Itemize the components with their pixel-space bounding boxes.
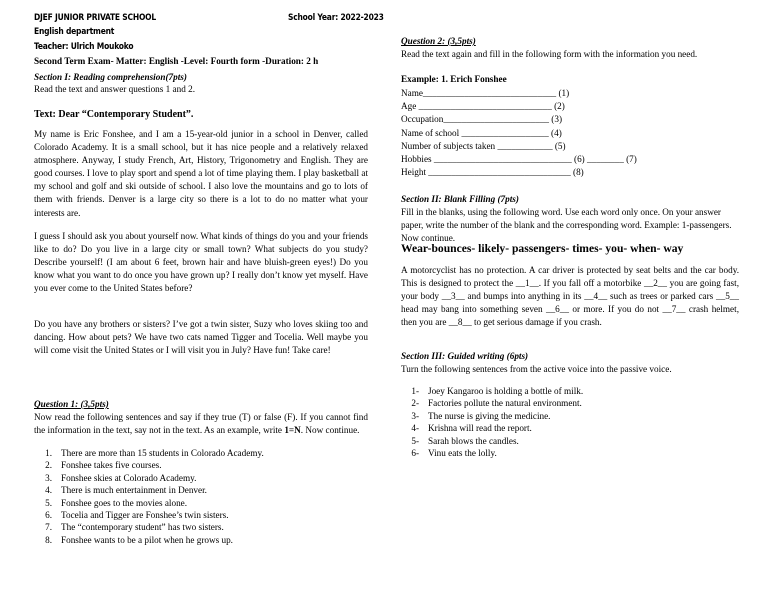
list-item: 5. Fonshee goes to the movies alone. xyxy=(45,497,188,508)
section2-passage: A motorcyclist has no protection. A car driver is protected by seat belts and the car body. This is designed to protect the __1__. If you fall off a motorbike __2__ you are going fast, your body __3__ and bumps into anything in its __4__ such as trees or parked cars __5__ head may bang into something seven __6__ or more. If you do not __7__ crash helmet, then you are __8__ to get serious damage if you crash. xyxy=(401,265,739,328)
section2-instruction: Fill in the blanks, using the following word. Use each word only once. On your answer paper, write the number of the blank and the corresponding word. Example: 1-passengers. Now continue. xyxy=(401,207,732,244)
question1-title: Question 1: (3,5pts) xyxy=(34,399,109,409)
exam-line: Second Term Exam- Matter: English -Level: Fourth form -Duration: 2 h xyxy=(34,56,319,66)
question2-instruction: Read the text again and fill in the following form with the information you need. xyxy=(401,49,698,59)
list-item: 7. The “contemporary student” has two sisters. xyxy=(45,522,224,533)
section1-instruction: Read the text and answer questions 1 and 2. xyxy=(34,84,195,94)
form-field-hobbies: Hobbies ______________________________ (6) ________ (7) xyxy=(401,154,637,165)
list-item: 8. Fonshee wants to be a pilot when he grows up. xyxy=(45,534,233,545)
list-item: 1. There are more than 15 students in Colorado Academy. xyxy=(45,448,264,458)
list-item: 3- The nurse is giving the medicine. xyxy=(411,410,551,421)
department: English department xyxy=(34,26,115,36)
question1-instruction: Now read the following sentences and say if they true (T) or false (F). If you cannot find the information in the text, say not in the text. As an example, write 1=N. Now continue. xyxy=(34,412,368,436)
list-item: 1- Joey Kangaroo is holding a bottle of milk. xyxy=(411,386,584,396)
form-field-school: Name of school ___________________ (4) xyxy=(401,127,562,138)
question2-example: Example: 1. Erich Fonshee xyxy=(401,74,507,84)
section1-title: Section I: Reading comprehension(7pts) xyxy=(34,72,187,82)
section3-instruction: Turn the following sentences from the active voice into the passive voice. xyxy=(401,364,672,374)
paragraph-1: My name is Eric Fonshee, and I am a 15-year-old junior in a school in Denver, called Colorado Academy. It is a small school, but it has nice people and a relatively relaxed atmosphere. Anyway, I study French, Art, History, Trigonometry and English. They are good courses. I love to play sport and spend a lot of time playing them. I play basketball at my school and golf and ski outside of school. I also love the mountains and go to lots of them with friends. Denver is a large city so there is a lot to do no matter what your interests are. xyxy=(34,129,368,218)
paragraph-3: Do you have any brothers or sisters? I’ve got a twin sister, Suzy who loves skiing too and dancing. How about pets? We have two cats named Tigger and Tocelia. Well maybe you will come visit the United States or I will visit you in July? Have fun! Take care! xyxy=(34,319,368,356)
list-item: 4. There is much entertainment in Denver. xyxy=(45,485,207,496)
section2-title: Section II: Blank Filling (7pts) xyxy=(401,194,519,204)
info-form xyxy=(401,87,637,179)
section3-title: Section III: Guided writing (6pts) xyxy=(401,351,529,361)
school-year: School Year: 2022-2023 xyxy=(288,12,384,22)
list-item: 2- Factories pollute the natural environment. xyxy=(411,398,582,409)
list-item: 6. Tocelia and Tigger are Fonshee’s twin sisters. xyxy=(45,510,229,521)
teacher: Teacher: Ulrich Moukoko xyxy=(34,41,134,51)
form-field-occupation: Occupation_______________________ (3) xyxy=(401,114,563,125)
form-field-age: Age _____________________________ (2) xyxy=(401,101,565,112)
list-item: 2. Fonshee takes five courses. xyxy=(45,460,162,471)
list-item: 5- Sarah blows the candles. xyxy=(411,435,519,446)
list-item: 6- Vinu eats the lolly. xyxy=(411,448,497,459)
question1-list xyxy=(34,447,264,546)
text-title: Text: Dear “Contemporary Student”. xyxy=(34,109,194,120)
form-field-name: Name_____________________________ (1) xyxy=(401,88,570,98)
word-bank: Wear-bounces- likely- passengers- times- you- when- way xyxy=(401,242,684,255)
list-item: 3. Fonshee skies at Colorado Academy. xyxy=(45,472,197,483)
question2-title: Question 2: (3,5pts) xyxy=(401,36,476,46)
section3-list xyxy=(401,385,583,459)
school-name: DJEF JUNIOR PRIVATE SCHOOL xyxy=(34,12,156,22)
form-field-subjects: Number of subjects taken ____________ (5) xyxy=(401,140,566,151)
list-item: 4- Krishna will read the report. xyxy=(411,423,532,434)
paragraph-2: I guess I should ask you about yourself now. What kinds of things do you and your friends like to do? Do you live in a large city or small town? What subjects do you study? Describe yourself! (I am about 6 feet, brown hair and have bluish-green eyes!) Do you know what you want to do once you have grown up? I really don’t know yet myself. Have you ever come to the United States before? xyxy=(34,231,368,294)
form-field-height: Height _______________________________ (8) xyxy=(401,167,584,178)
